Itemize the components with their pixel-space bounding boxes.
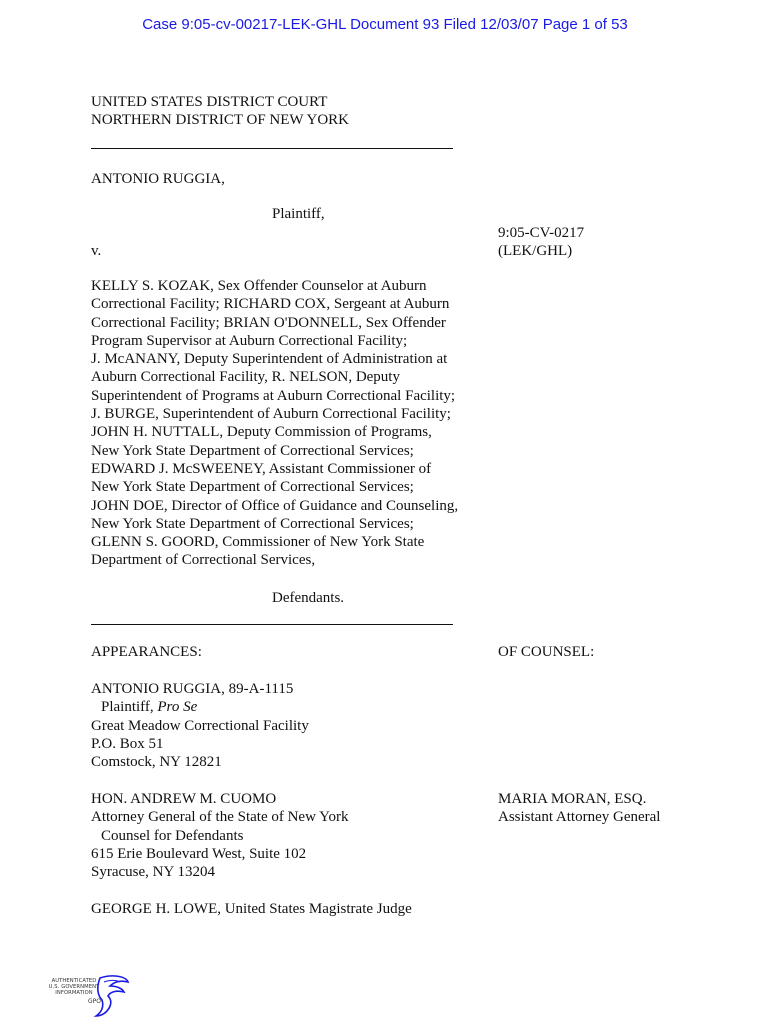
- plaintiff-name: ANTONIO RUGGIA,: [91, 171, 225, 187]
- plaintiff-role: Plaintiff,: [272, 206, 325, 222]
- defense-appearance-name: HON. ANDREW M. CUOMO: [91, 791, 277, 807]
- seal-line: U.S. GOVERNMENT: [48, 984, 100, 991]
- gpo-authentication-seal: [44, 974, 134, 1018]
- caption-divider-bottom: [91, 624, 453, 625]
- defendants-line: Department of Correctional Services,: [91, 552, 316, 569]
- defendants-line: J. McANANY, Deputy Superintendent of Administration at: [91, 351, 448, 368]
- defendants-line: EDWARD J. McSWEENEY, Assistant Commissioner of: [91, 460, 432, 477]
- of-counsel-title: Assistant Attorney General: [498, 809, 661, 826]
- defendants-line: New York State Department of Correctional Services;: [91, 479, 414, 496]
- magistrate-judge: GEORGE H. LOWE, United States Magistrate Judge: [91, 901, 412, 917]
- court-name: UNITED STATES DISTRICT COURT: [91, 94, 328, 110]
- defendants-line: KELLY S. KOZAK, Sex Offender Counselor at Auburn: [91, 278, 427, 294]
- defense-appearance-title: Attorney General of the State of New York: [91, 809, 349, 826]
- defendants-line: GLENN S. GOORD, Commissioner of New York State: [91, 534, 425, 551]
- defense-address-line: Syracuse, NY 13204: [91, 864, 216, 881]
- seal-gpo: GPO: [88, 998, 101, 1005]
- judge-initials: (LEK/GHL): [498, 243, 573, 259]
- of-counsel-block: [498, 790, 660, 827]
- court-caption: [91, 93, 349, 130]
- court-district: NORTHERN DISTRICT OF NEW YORK: [91, 112, 349, 129]
- defendants-line: JOHN DOE, Director of Office of Guidance and Counseling,: [91, 497, 459, 514]
- defense-appearance-role: Counsel for Defendants: [101, 827, 244, 844]
- caption-divider-top: [91, 148, 453, 149]
- eagle-icon: [92, 974, 130, 1018]
- defendants-line: JOHN H. NUTTALL, Deputy Commission of Programs,: [91, 424, 432, 441]
- defendants-role: Defendants.: [272, 590, 345, 606]
- defendants-line: Superintendent of Programs at Auburn Correctional Facility;: [91, 387, 456, 404]
- defendants-line: Auburn Correctional Facility, R. NELSON, Deputy: [91, 369, 400, 386]
- defendants-line: New York State Department of Correctional Services;: [91, 442, 414, 459]
- defendants-list: [91, 277, 458, 570]
- plaintiff-appearance-role: [91, 698, 309, 716]
- defendants-line: J. BURGE, Superintendent of Auburn Correctional Facility;: [91, 406, 451, 423]
- plaintiff-appearance: [91, 680, 309, 771]
- plaintiff-address-line: Comstock, NY 12821: [91, 754, 222, 771]
- pro-se-label: Pro Se: [157, 699, 198, 716]
- plaintiff-appearance-name: ANTONIO RUGGIA, 89-A-1115: [91, 681, 294, 697]
- defense-address-line: 615 Erie Boulevard West, Suite 102: [91, 845, 307, 862]
- versus: v.: [91, 243, 102, 259]
- defendants-line: Correctional Facility; BRIAN O'DONNELL, Sex Offender: [91, 314, 446, 331]
- seal-line: INFORMATION: [55, 990, 93, 997]
- case-number: 9:05-CV-0217: [498, 225, 585, 241]
- plaintiff-role-prefix: Plaintiff,: [101, 699, 158, 716]
- of-counsel-name: MARIA MORAN, ESQ.: [498, 791, 647, 807]
- defendants-line: Correctional Facility; RICHARD COX, Sergeant at Auburn: [91, 296, 450, 313]
- appearances-label: APPEARANCES:: [91, 644, 202, 660]
- plaintiff-address-line: P.O. Box 51: [91, 735, 164, 752]
- defendants-line: Program Supervisor at Auburn Correctional Facility;: [91, 332, 408, 349]
- case-header: Case 9:05-cv-00217-LEK-GHL Document 93 Filed 12/03/07 Page 1 of 53: [142, 16, 628, 33]
- of-counsel-label: OF COUNSEL:: [498, 644, 595, 660]
- seal-line: AUTHENTICATED: [51, 978, 97, 984]
- plaintiff-address-line: Great Meadow Correctional Facility: [91, 717, 309, 734]
- defense-appearance: [91, 790, 348, 881]
- defendants-line: New York State Department of Correctional Services;: [91, 515, 414, 532]
